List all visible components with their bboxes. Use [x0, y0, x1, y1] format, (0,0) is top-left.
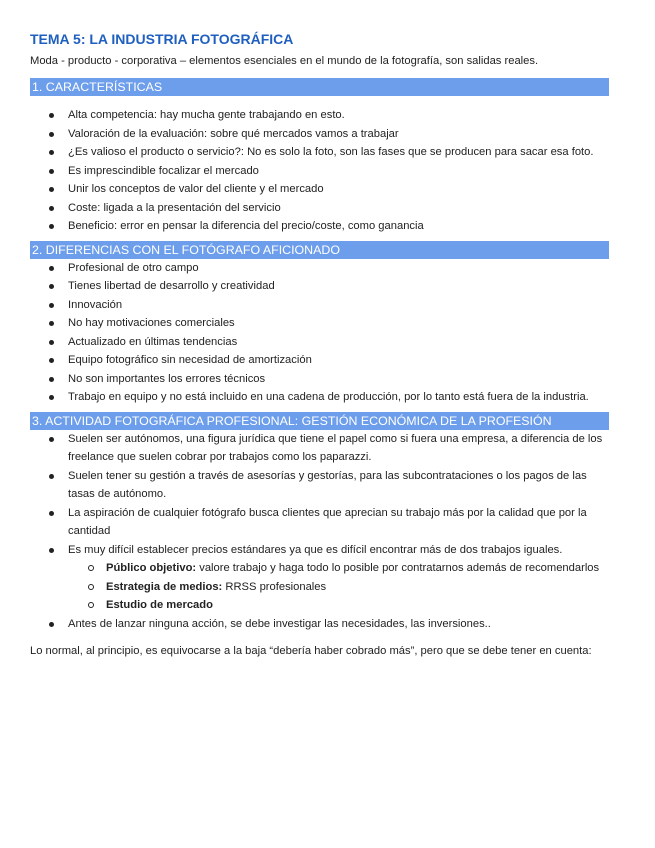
page-subtitle: Moda - producto - corporativa – elementos esenciales en el mundo de la fotografía, son salidas reales.	[30, 55, 539, 67]
list-item: Alta competencia: hay mucha gente trabajando en esto.	[30, 106, 610, 125]
section-header-actividad-profesional: 3. ACTIVIDAD FOTOGRÁFICA PROFESIONAL: GESTIÓN ECONÓMICA DE LA PROFESIÓN	[30, 412, 609, 430]
list-item: Suelen tener su gestión a través de asesorías y gestorías, para las subcontrataciones o los pagos de las tasas de autónomo.	[30, 467, 610, 504]
list-item: Antes de lanzar ninguna acción, se debe investigar las necesidades, las inversiones..	[30, 615, 610, 634]
list-item: Trabajo en equipo y no está incluido en una cadena de producción, por lo tanto está fuera de la industria.	[30, 388, 610, 407]
list-item: Beneficio: error en pensar la diferencia del precio/coste, como ganancia	[30, 217, 610, 236]
section-header-caracteristicas: 1. CARACTERÍSTICAS	[30, 78, 609, 96]
list-item: No son importantes los errores técnicos	[30, 370, 610, 389]
closing-paragraph: Lo normal, al principio, es equivocarse a la baja “debería haber cobrado más”, pero que se debe tener en cuenta:	[30, 645, 592, 657]
sub-item-text: RRSS profesionales	[222, 580, 327, 593]
list-item: Es imprescindible focalizar el mercado	[30, 162, 610, 181]
list-item: Valoración de la evaluación: sobre qué mercados vamos a trabajar	[30, 125, 610, 144]
page-title: TEMA 5: LA INDUSTRIA FOTOGRÁFICA	[30, 31, 294, 47]
section-header-diferencias: 2. DIFERENCIAS CON EL FOTÓGRAFO AFICIONADO	[30, 241, 609, 259]
list-caracteristicas	[30, 106, 625, 236]
list-item: Tienes libertad de desarrollo y creatividad	[30, 277, 610, 296]
list-item: Equipo fotográfico sin necesidad de amortización	[30, 351, 610, 370]
sub-list-item	[30, 559, 610, 578]
list-item: Coste: ligada a la presentación del servicio	[30, 199, 610, 218]
sub-item-label: Público objetivo:	[106, 562, 197, 574]
list-item: Innovación	[30, 296, 610, 315]
sub-item-text: valore trabajo y haga todo lo posible por contratarnos además de recomendarlos	[196, 562, 600, 574]
sub-item-label: Estrategia de medios:	[106, 580, 223, 593]
list-item: Unir los conceptos de valor del cliente y el mercado	[30, 180, 610, 199]
sub-list-item	[30, 596, 610, 615]
list-actividad-profesional	[30, 430, 625, 634]
list-item: Profesional de otro campo	[30, 259, 610, 278]
sub-item-label: Estudio de mercado	[106, 599, 213, 611]
list-item: Actualizado en últimas tendencias	[30, 333, 610, 352]
list-item: ¿Es valioso el producto o servicio?: No es solo la foto, son las fases que se producen para sacar esa foto.	[30, 143, 610, 162]
list-item: Es muy difícil establecer precios estándares ya que es difícil encontrar más de dos trabajos iguales.	[30, 541, 610, 560]
list-item: No hay motivaciones comerciales	[30, 314, 610, 333]
list-item: La aspiración de cualquier fotógrafo busca clientes que aprecian su trabajo más por la calidad que por la cantidad	[30, 504, 610, 541]
list-item: Suelen ser autónomos, una figura jurídica que tiene el papel como si fuera una empresa, a diferencia de los freelance que suelen cobrar por trabajos como los paparazzi.	[30, 430, 610, 467]
sub-list-item	[30, 578, 610, 597]
list-diferencias	[30, 259, 625, 407]
